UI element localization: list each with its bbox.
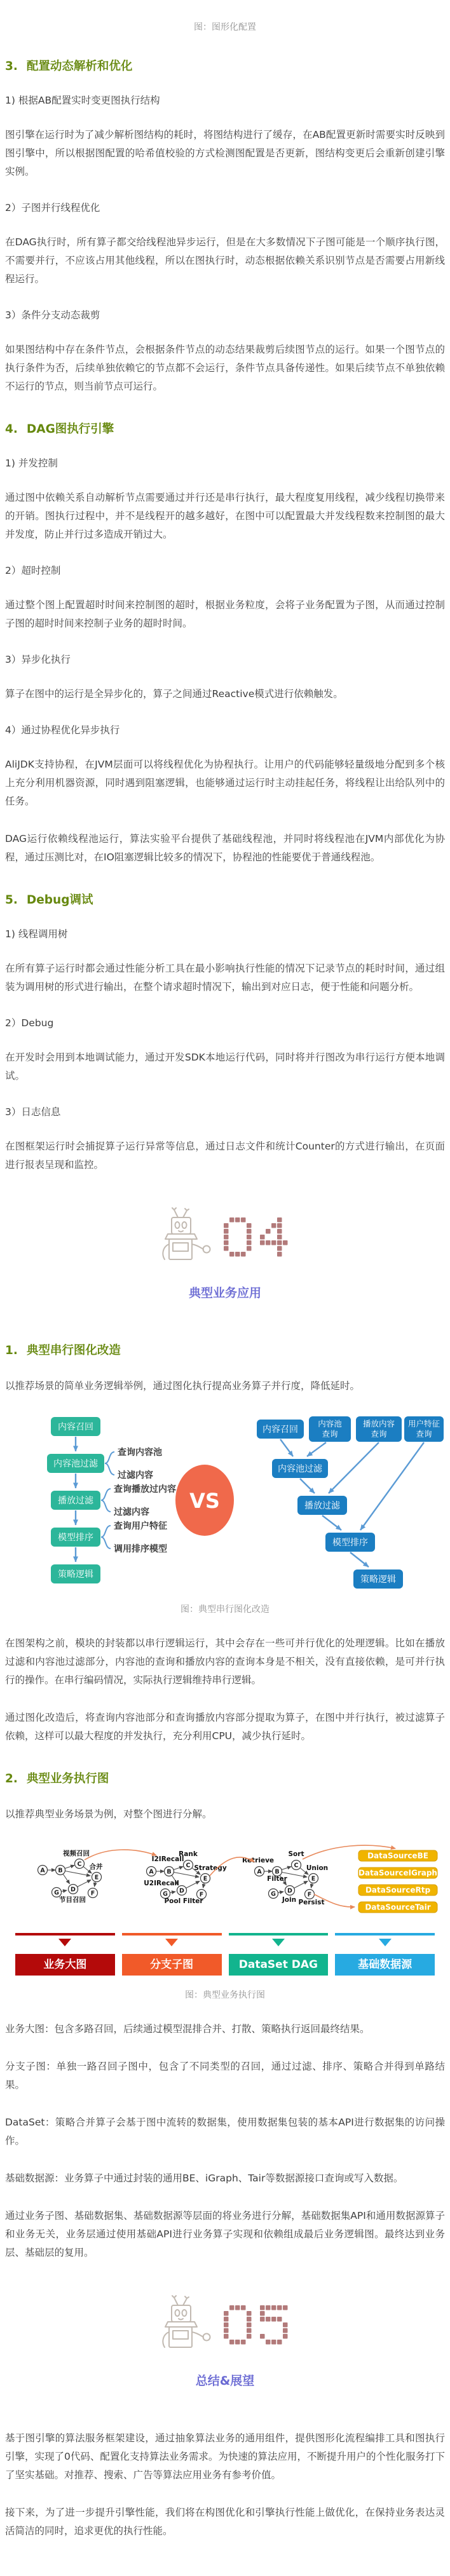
dag-dataset (242, 1850, 328, 1906)
paragraph: DataSet：策略合并算子会基于图中流转的数据集，使用数据集包装的基本API进行数据集的访问操作。 (5, 2117, 445, 2146)
parallel-node: 策略逻辑 (360, 1575, 396, 1585)
paragraph: 通过整个图上配置超时时间来控制图的超时，根据业务粒度，会将子业务配置为子图，从而通过控制子图的超时时间来控制子业务的超时时间。 (5, 599, 445, 629)
datasource-boxes (358, 1850, 437, 1913)
list-item: 2）超时控制 (5, 565, 61, 576)
figure-caption-graphical-config: 图：图形化配置 (194, 22, 256, 32)
dag-node: C (294, 1862, 299, 1869)
section-heading-business-graph (5, 1770, 445, 1786)
parallel-node-line: 内容池 (318, 1419, 342, 1428)
datasource-box: DataSourceTair (365, 1902, 431, 1912)
chapter-title: 典型业务应用 (188, 1286, 261, 1300)
parallel-node: 模型排序 (332, 1538, 368, 1548)
serial-node: 内容召回 (58, 1422, 93, 1432)
figure-caption-business-graph: 图：典型业务执行图 (185, 1990, 265, 2000)
paragraph: AliJDK支持协程，在JVM层面可以将线程优化为协程执行。让用户的代码能够轻量级地分配到多个核上充分利用机器资源，同时遇到阻塞逻辑，也能够通过运行时主动挂起任务，将线程让出给队列中的任务。 (5, 759, 445, 807)
dag-label: 合并 (89, 1863, 103, 1871)
list-item: 1) 并发控制 (5, 458, 58, 469)
branch-label: 查询用户特征 (114, 1521, 167, 1531)
dag-node: B (275, 1868, 280, 1876)
section-heading-4 (5, 420, 445, 437)
legend-bar (122, 1933, 222, 1935)
dag-label: I2IRecall (151, 1855, 184, 1863)
dag-label: Sort (288, 1850, 304, 1858)
dag-label: Strategy (194, 1864, 227, 1872)
paragraph: 在开发时会用到本地调试能力，通过开发SDK本地运行代码，同时将并行图改为串行运行方便本地调试。 (5, 1052, 445, 1081)
paragraph: 如果图结构中存在条件节点，会根据条件节点的动态结果裁剪后续图节点的运行。如果一个图节点的执行条件为否，后续单独依赖它的节点都不会运行，条件节点具备传递性。如果后续节点不单独依赖不运行的节点，则当前节点可运行。 (5, 344, 445, 392)
parallel-flow (257, 1416, 444, 1589)
list-item: 3）异步化执行 (5, 654, 71, 665)
branch-label: 查询内容池 (118, 1447, 162, 1458)
svg-text:查询 (416, 1429, 432, 1439)
pixel-digits-04 (224, 1217, 288, 1257)
dag-node: B (167, 1868, 172, 1876)
paragraph: 分支子图：单独一路召回子图中，包含了不同类型的召回，通过过滤、排序、策略合并得到单路结果。 (5, 2061, 445, 2091)
robot-sketch (163, 2296, 210, 2347)
dag-label: Filter (267, 1875, 287, 1883)
section-title: 典型串行图化改造 (26, 1344, 121, 1357)
svg-text:播放内容 (363, 1419, 395, 1428)
legend-bar (335, 1933, 435, 1935)
paragraph: 以推荐典型业务场景为例，对整个图进行分解。 (5, 1808, 212, 1820)
dag-node: G (271, 1890, 276, 1898)
dag-node: C (186, 1862, 191, 1869)
dag-label: U2IRecall (144, 1880, 179, 1887)
dag-business-big-graph (38, 1849, 103, 1904)
section-title: 配置动态解析和优化 (26, 60, 133, 73)
triangle-down-icon (165, 1939, 178, 1946)
serial-node: 策略逻辑 (58, 1569, 93, 1580)
section-title: DAG图执行引擎 (26, 423, 114, 436)
datasource-box: DataSourceBE (367, 1851, 428, 1861)
paragraph: 在DAG执行时，所有算子都交给线程池异步运行，但是在大多数情况下子图可能是一个顺序执行图，不需要并行，不应该占用其他线程，所以在图执行时，动态根据依赖关系识别节点是否需要占用新线程运行。 (5, 236, 445, 285)
figure-caption-serial-refactor: 图：典型串行图化改造 (181, 1604, 269, 1615)
dag-node: E (94, 1874, 99, 1881)
list-item: 1) 线程调用树 (5, 928, 68, 940)
parallel-node: 内容池过滤 (278, 1464, 322, 1474)
section-heading-3 (5, 57, 445, 74)
dag-node: C (77, 1861, 82, 1868)
dag-node: F (199, 1891, 204, 1899)
legend-label: 分支子图 (122, 1954, 222, 1976)
svg-text:查询 (371, 1429, 386, 1439)
pixel-digits-05 (224, 2305, 288, 2345)
dag-node: A (257, 1868, 262, 1876)
dag-node: E (311, 1875, 316, 1883)
vs-label: VS (189, 1489, 220, 1513)
parallel-node-line: 用户特征 (407, 1419, 440, 1428)
dag-label: 视频召回 (63, 1850, 90, 1857)
parallel-node-line: 查询 (322, 1429, 338, 1439)
legend-label: 基础数据源 (335, 1954, 435, 1976)
dag-node: D (287, 1887, 292, 1895)
dag-node: F (307, 1891, 312, 1899)
dag-label: Pool Filter (164, 1897, 203, 1905)
business-decomposition-diagram (5, 1843, 445, 1976)
svg-text:查询 (322, 1429, 338, 1439)
dag-node: D (179, 1887, 184, 1895)
datasource-box: DataSourceRtp (365, 1885, 431, 1895)
dag-label: 节目召回 (59, 1896, 86, 1904)
dag-label: Persist (298, 1899, 325, 1906)
paragraph: 基础数据源：业务算子中通过封装的通用BE、iGraph、Tair等数据源接口查询或写入数据。 (5, 2173, 404, 2184)
paragraph: 图引擎在运行时为了减少解析图结构的耗时，将图结构进行了缓存，在AB配置更新时需要实时反映到图引擎中，所以根据图配置的哈希值校验的方式检测图配置是否更新，图结构变更后会重新创建引擎实例。 (5, 129, 445, 177)
section-number: 4. (5, 423, 18, 436)
svg-text:内容池 (318, 1419, 342, 1428)
paragraph: 接下来，为了进一步提升引擎性能，我们将在构图优化和引擎执行性能上做优化，在保持业务表达灵活简洁的同时，追求更优的执行性能。 (5, 2507, 445, 2537)
legend-bar (15, 1933, 115, 1935)
dag-label: Union (306, 1864, 329, 1872)
list-item: 4）通过协程优化异步执行 (5, 724, 120, 736)
serial-node: 内容池过滤 (53, 1459, 98, 1469)
paragraph: 在图架构之前，模块的封装都以串行逻辑运行，其中会存在一些可并行优化的处理逻辑。比如在播放过滤和内容池过滤部分，内容池的查询和播放内容的查询本身是不相关，没有直接依赖，是可并行执行的操作。在串行编码情况，实际执行逻辑维持串行逻辑。 (5, 1637, 445, 1686)
legend-bar (229, 1933, 329, 1935)
serial-vs-graph-diagram (5, 1414, 445, 1590)
legend-labels-row (5, 1954, 445, 1976)
dag-node: A (40, 1867, 45, 1874)
dag-node: G (163, 1890, 168, 1898)
dag-node: D (71, 1886, 76, 1894)
serial-node: 模型排序 (58, 1533, 93, 1543)
dag-label: Join (282, 1896, 297, 1904)
paragraph: 在图框架运行时会捕捉算子运行异常等信息，通过日志文件和统计Counter的方式进行输出，在页面进行报表呈现和监控。 (5, 1141, 445, 1170)
paragraph: 通过图中依赖关系自动解析节点需要通过并行还是串行执行，最大程度复用线程，减少线程切换带来的开销。图执行过程中，并不是线程开的越多越好，在图中可以配置最大并发线程数来控制图的最大并发度，防止并行过多造成开销过大。 (5, 492, 445, 540)
paragraph: 在所有算子运行时都会通过性能分析工具在最小影响执行性能的情况下记录节点的耗时时间，通过组装为调用树的形式进行输出，在整个请求超时情况下，输出到对应日志，便于性能和问题分析。 (5, 963, 445, 993)
legend-bars-row (5, 1933, 445, 1946)
robot-sketch (163, 1208, 210, 1259)
legend-label: DataSet DAG (229, 1954, 329, 1976)
robot-mascot-illustration (160, 1207, 290, 1271)
datasource-box: DataSourceIGraph (358, 1868, 437, 1878)
section-heading-serial-refactor (5, 1341, 445, 1358)
paragraph: 基于图引擎的算法服务框架建设，通过抽象算法业务的通用组件，提供图形化流程编排工具和图执行引擎，实现了0代码、配置化支持算法业务需求。为快速的算法应用，不断提升用户的个性化服务打下了坚实基础。对推荐、搜索、广告等算法应用业务有参考价值。 (5, 2432, 445, 2481)
branch-label: 过滤内容 (118, 1470, 153, 1481)
section-title: 典型业务执行图 (26, 1772, 109, 1786)
section-heading-5 (5, 891, 445, 907)
paragraph: 业务大图：包含多路召回，后续通过模型混排合并、打散、策略执行返回最终结果。 (5, 2023, 370, 2035)
list-item: 2）Debug (5, 1017, 54, 1029)
list-item: 3）条件分支动态裁剪 (5, 309, 100, 321)
chapter-divider-04 (5, 1207, 445, 1301)
dag-label: Rank (179, 1850, 198, 1858)
branch-label: 查询播放过内容 (114, 1484, 176, 1495)
paragraph: DAG运行依赖线程池运行，算法实验平台提供了基础线程池，并同时将线程池在JVM内部优化为协程，通过压测比对，在IO阻塞逻辑比较多的情况下，协程池的性能要优于普通线程池。 (5, 833, 445, 863)
triangle-down-icon (58, 1939, 71, 1946)
branch-label: 调用排序模型 (114, 1544, 167, 1554)
serial-node: 播放过滤 (58, 1496, 93, 1506)
section-number: 2. (5, 1772, 18, 1786)
triangle-down-icon (379, 1939, 392, 1946)
list-item: 3）日志信息 (5, 1106, 61, 1118)
dag-node: B (58, 1867, 63, 1874)
paragraph: 以推荐场景的简单业务逻辑举例，通过图化执行提高业务算子并行度，降低延时。 (5, 1380, 360, 1392)
robot-mascot-illustration (160, 2295, 290, 2359)
section-number: 1. (5, 1344, 18, 1357)
legend-label: 业务大图 (15, 1954, 115, 1976)
triangle-down-icon (272, 1939, 285, 1946)
list-item: 2）子图并行线程优化 (5, 202, 100, 214)
list-item: 1) 根据AB配置实时变更图执行结构 (5, 95, 160, 106)
section-number: 5. (5, 893, 18, 907)
paragraph: 通过图化改造后，将查询内容池部分和查询播放内容部分提取为算子，在图中并行执行，被过滤算子依赖，这样可以最大程度的并发执行，充分利用CPU，减少执行延时。 (5, 1712, 445, 1742)
legend-col (122, 1933, 222, 1946)
legend-col (229, 1933, 329, 1946)
paragraph: 通过业务子图、基础数据集、基础数据源等层面的将业务进行分解，基础数据集API和通用数据源算子和业务无关，业务层通过使用基础API进行业务算子实现和依赖组成最后业务逻辑图。最终达到业务层、基础层的复用。 (5, 2210, 445, 2258)
svg-text:用户特征 (408, 1419, 440, 1428)
dag-node: A (149, 1868, 154, 1876)
branch-label: 过滤内容 (114, 1507, 149, 1517)
level-connector-arrows (85, 1845, 395, 1907)
serial-flow (47, 1417, 176, 1583)
legend-col (335, 1933, 435, 1946)
section-title: Debug调试 (26, 893, 93, 907)
dag-node: F (90, 1890, 95, 1897)
parallel-node-line: 播放内容 (362, 1419, 395, 1428)
dag-node: G (54, 1889, 59, 1897)
chapter-title: 总结&展望 (195, 2374, 255, 2388)
parallel-node-line: 查询 (371, 1429, 387, 1439)
dag-branch-subgraph (144, 1850, 227, 1905)
parallel-node: 内容召回 (262, 1425, 298, 1435)
section-number: 3. (5, 60, 18, 73)
dag-node: E (203, 1875, 208, 1883)
vs-badge (175, 1465, 234, 1536)
chapter-divider-05 (5, 2295, 445, 2389)
parallel-node: 播放过滤 (304, 1501, 340, 1511)
legend-col (15, 1933, 115, 1946)
dag-label: Retrieve (242, 1857, 275, 1864)
paragraph: 算子在图中的运行是全异步化的，算子之间通过Reactive模式进行依赖触发。 (5, 688, 343, 700)
parallel-node-line: 查询 (416, 1429, 432, 1439)
